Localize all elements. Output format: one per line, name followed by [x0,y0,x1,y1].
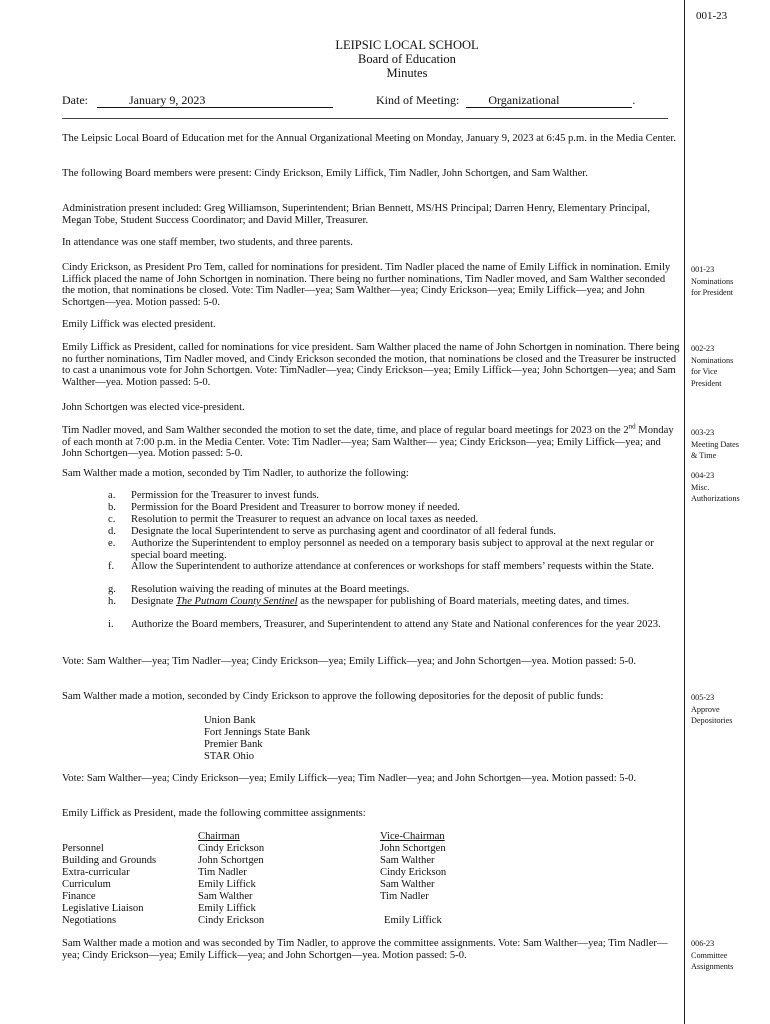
committee-name: Curriculum [62,879,111,890]
minutes-title: Minutes [386,66,428,80]
margin-note-004 [691,470,766,505]
depository-name: Premier Bank [204,739,263,750]
committee-name: Legislative Liaison [62,903,144,914]
margin-note-line: Nominations [691,276,734,286]
committee-vice: Emily Liffick [384,915,442,926]
margin-note-001 [691,264,766,299]
date-value: January 9, 2023 [97,93,333,108]
chairman-header: Chairman [198,831,240,842]
list-item: Designate the local Superintendent to serve as purchasing agent and coordinator of all federal funds. [131,526,557,537]
margin-divider-line [684,0,685,1024]
list-item: Permission for the Board President and Treasurer to borrow money if needed. [131,502,460,513]
margin-note-002 [691,343,766,389]
committee-chair: John Schortgen [198,855,264,866]
list-item-letter: i. [108,619,114,630]
committee-name: Extra-curricular [62,867,130,878]
margin-note-number: 001-23 [691,265,715,274]
committee-chair: Emily Liffick [198,879,256,890]
committee-name: Personnel [62,843,104,854]
nomination-vice-paragraph: Emily Liffick as President, called for nominations for vice president. Sam Walther placed the name of John Schortgen in nomination. There being no further nominations, Tim Nadler moved, and Cindy Erickson seconded the motion, that nominations be closed and the Treasurer be instructed to cast a unanimous vote for John Schortgen. Vote: TimNadler—yea; Cindy Erickson—yea; Emily Liffick—yea; John Schortgen—yea; and Sam Walther—yea. Motion passed: 5-0. [62,342,680,388]
meeting-dates-text-b: Monday of each month at 7:00 p.m. in the Media Center. Vote: Tim Nadler—yea; Sam Walther— yea; Cindy Erickson—yea; Emily Liffick—yea; and John Schortgen—yea. Motion passed: 5-0. [62,425,674,460]
list-item-letter: f. [108,561,115,572]
list-item: Authorize the Superintendent to employ personnel as needed on a temporary basis subject to approval at the next regular or special board meeting. [131,538,654,561]
margin-note-line: Assignments [691,962,734,972]
margin-note-line: Committee [691,950,728,960]
list-item: Allow the Superintendent to authorize attendance at conferences or workshops for staff members’ requests within the State. [131,561,654,572]
margin-note-line: & Time [691,451,717,461]
elected-president-paragraph: Emily Liffick was elected president. [62,319,216,330]
committee-name: Negotiations [62,915,117,926]
margin-note-line: President [691,378,722,388]
vice-chairman-header: Vice-Chairman [380,831,445,842]
list-item: Permission for the Treasurer to invest funds. [131,490,320,501]
list-item-letter: a. [108,490,116,501]
margin-note-line: Nominations [691,355,734,365]
list-item-letter: c. [108,514,116,525]
margin-note-line: Approve [691,704,720,714]
kind-end: . [632,93,636,107]
list-item-letter: e. [108,538,116,549]
committee-vote-paragraph: Sam Walther made a motion and was seconded by Tim Nadler, to approve the committee assignments. Vote: Sam Walther—yea; Tim Nadler—yea; Cindy Erickson—yea; Emily Liffick—yea; and John Schortgen—yea. Motion passed: 5-0. [62,938,668,961]
margin-note-line: for Vice [691,367,718,377]
committee-chair: Emily Liffick [198,903,256,914]
committee-chair: Tim Nadler [198,867,247,878]
list-item: Resolution waiving the reading of minutes at the Board meetings. [131,584,410,595]
committee-chair: Cindy Erickson [198,843,265,854]
misc-vote-paragraph: Vote: Sam Walther—yea; Tim Nadler—yea; Cindy Erickson—yea; Emily Liffick—yea; and John Schortgen—yea. Motion passed: 5-0. [62,656,637,667]
admin-paragraph: Administration present included: Greg Williamson, Superintendent; Brian Bennett, MS/HS Principal; Darren Henry, Elementary Principal, Megan Tobe, Student Success Coordinator; and David Miller, Treasurer. [62,203,650,226]
list-item-letter: g. [108,584,116,595]
nomination-president-paragraph: Cindy Erickson, as President Pro Tem, called for nominations for president. Tim Nadler placed the name of Emily Liffick in nomination. Emily Liffick placed the name of John Schortgen in nomination. There being no further nominations, Tim Nadler moved, and Sam Walther seconded the motion, that nominations be closed. Vote: Tim Nadler—yea; Sam Walther—yea; Cindy Erickson—yea; Emily Liffick—yea; and John Schortgen—yea. Motion passed: 5-0. [62,262,671,308]
committee-name: Finance [62,891,96,902]
list-item-letter: b. [108,502,116,513]
margin-note-number: 006-23 [691,939,715,948]
board-title: Board of Education [358,52,456,66]
margin-note-003 [691,427,766,462]
elected-vice-paragraph: John Schortgen was elected vice-president. [62,402,245,413]
list-item-text-a: Designate [131,596,177,607]
document-id: 001-23 [696,10,728,22]
date-label: Date: [62,93,88,107]
depository-name: STAR Ohio [204,751,255,762]
list-item-letter: h. [108,596,116,607]
depositories-vote-paragraph: Vote: Sam Walther—yea; Cindy Erickson—yea; Emily Liffick—yea; Tim Nadler—yea; and John Schortgen—yea. Motion passed: 5-0. [62,773,637,784]
ordinal-suffix: nd [628,422,636,431]
attendance-paragraph: In attendance was one staff member, two students, and three parents. [62,237,353,248]
kind-label: Kind of Meeting: [376,93,460,107]
margin-note-line: Misc. [691,482,710,492]
list-item-letter: d. [108,526,116,537]
newspaper-name: The Putnam County Sentinel [176,596,298,607]
intro-paragraph: The Leipsic Local Board of Education met for the Annual Organizational Meeting on Monday, January 9, 2023 at 6:45 p.m. in the Media Center. [62,133,676,144]
list-item: Resolution to permit the Treasurer to request an advance on local taxes as needed. [131,514,479,525]
margin-note-number: 002-23 [691,344,715,353]
misc-intro-paragraph: Sam Walther made a motion, seconded by Tim Nadler, to authorize the following: [62,468,409,479]
header-rule [62,118,668,119]
margin-note-line: Depositories [691,716,733,726]
list-item: Authorize the Board members, Treasurer, and Superintendent to attend any State and National conferences for the year 2023. [131,619,661,630]
kind-value: Organizational [466,93,632,108]
committee-vice: Sam Walther [380,879,435,890]
committee-chair: Sam Walther [198,891,253,902]
school-name: LEIPSIC LOCAL SCHOOL [335,38,479,52]
list-item [131,596,676,608]
margin-note-005 [691,692,766,727]
margin-note-number: 005-23 [691,693,715,702]
margin-note-006 [691,938,766,973]
committee-vice: Cindy Erickson [380,867,447,878]
committee-vice: John Schortgen [380,843,446,854]
margin-note-number: 003-23 [691,428,715,437]
list-item-text-b: as the newspaper for publishing of Board materials, meeting dates, and times. [297,596,630,607]
meeting-info-row [62,93,682,108]
meeting-dates-paragraph [62,422,680,460]
committee-name: Building and Grounds [62,855,157,866]
committee-vice: Tim Nadler [380,891,429,902]
depositories-intro-paragraph: Sam Walther made a motion, seconded by Cindy Erickson to approve the following depositories for the deposit of public funds: [62,691,604,702]
margin-note-line: Meeting Dates [691,439,739,449]
meeting-dates-text-a: Tim Nadler moved, and Sam Walther seconded the motion to set the date, time, and place of regular board meetings for 2023 on the 2 [62,425,629,436]
committee-chair: Cindy Erickson [198,915,265,926]
committee-vice: Sam Walther [380,855,435,866]
margin-note-line: for President [691,288,734,298]
depository-name: Union Bank [204,715,256,726]
present-paragraph: The following Board members were present: Cindy Erickson, Emily Liffick, Tim Nadler, John Schortgen, and Sam Walther. [62,168,588,179]
margin-note-line: Authorizations [691,494,740,504]
depository-name: Fort Jennings State Bank [204,727,311,738]
margin-note-number: 004-23 [691,471,715,480]
committee-intro-paragraph: Emily Liffick as President, made the following committee assignments: [62,808,366,819]
